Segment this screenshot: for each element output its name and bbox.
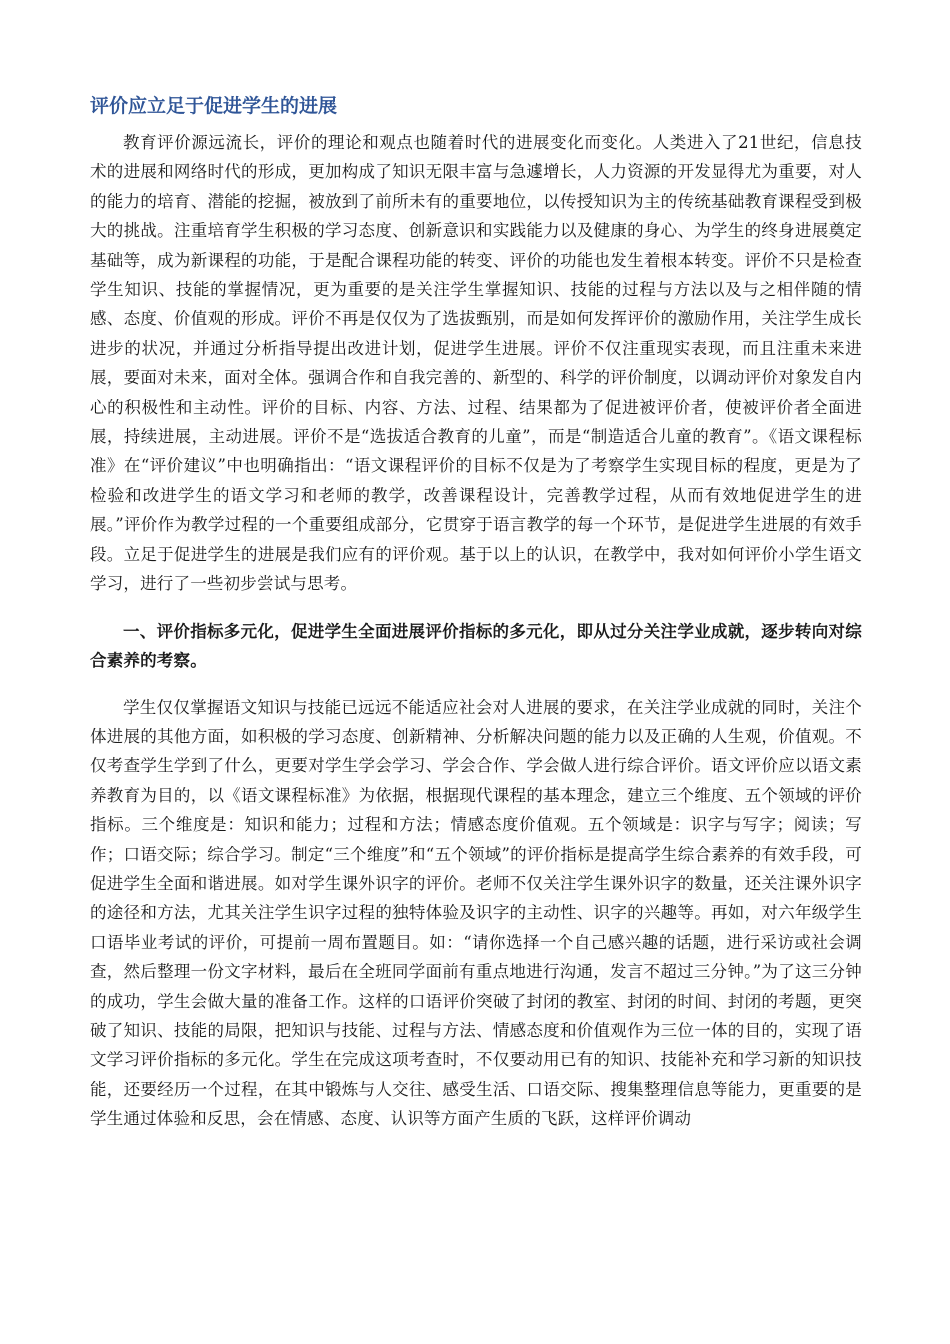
section-1-heading: 一、评价指标多元化，促进学生全面进展评价指标的多元化，即从过分关注学业成就，逐步转向对综合素养的考察。 (90, 621, 862, 670)
section-1-paragraph: 学生仅仅掌握语文知识与技能已远远不能适应社会对人进展的要求，在关注学业成就的同时，关注个体进展的其他方面，如积极的学习态度、创新精神、分析解决问题的能力以及正确的人生观，价值观。不仅考查学生学到了什么，更要对学生学会学习、学会合作、学会做人进行综合评价。语文评价应以语文素养教育为目的，以《语文课程标准》为依据，根据现代课程的基本理念，建立三个维度、五个领域的评价指标。三个维度是：知识和能力；过程和方法；情感态度价值观。五个领域是：识字与写字；阅读；写作；口语交际；综合学习。制定“三个维度”和“五个领域”的评价指标是提高学生综合素养的有效手段，可促进学生全面和谐进展。如对学生课外识字的评价。老师不仅关注学生课外识字的数量，还关注课外识字的途径和方法，尤其关注学生识字过程的独特体验及识字的主动性、识字的兴趣等。再如，对六年级学生口语毕业考试的评价，可提前一周布置题目。如：“请你选择一个自己感兴趣的话题，进行采访或社会调查，然后整理一份文字材料，最后在全班同学面前有重点地进行沟通，发言不超过三分钟。”为了这三分钟的成功，学生会做大量的准备工作。这样的口语评价突破了封闭的教室、封闭的时间、封闭的考题，更突破了知识、技能的局限，把知识与技能、过程与方法、情感态度和价值观作为三位一体的目的，实现了语文学习评价指标的多元化。学生在完成这项考查时，不仅要动用已有的知识、技能补充和学习新的知识技能，还要经历一个过程，在其中锻炼与人交往、感受生活、口语交际、搜集整理信息等能力，更重要的是学生通过体验和反思，会在情感、态度、认识等方面产生质的飞跃，这样评价调动 (90, 697, 862, 1129)
document-title: 评价应立足于促进学生的进展 (90, 95, 338, 117)
intro-paragraph: 教育评价源远流长，评价的理论和观点也随着时代的进展变化而变化。人类进入了21世纪，信息技术的进展和网络时代的形成，更加构成了知识无限丰富与急遽增长，人力资源的开发显得尤为重要，对人的能力的培育、潜能的挖掘，被放到了前所未有的重要地位，以传授知识为主的传统基础教育课程受到极大的挑战。注重培育学生积极的学习态度、创新意识和实践能力以及健康的身心、为学生的终身进展奠定基础等，成为新课程的功能，于是配合课程功能的转变、评价的功能也发生着根本转变。评价不只是检查学生知识、技能的掌握情况，更为重要的是关注学生掌握知识、技能的过程与方法以及与之相伴随的情感、态度、价值观的形成。评价不再是仅仅为了选拔甄别，而是如何发挥评价的激励作用，关注学生成长进步的状况，并通过分析指导提出改进计划，促进学生进展。评价不仅注重现实表现，而且注重未来进展，要面对未来，面对全体。强调合作和自我完善的、新型的、科学的评价制度，以调动评价对象发自内心的积极性和主动性。评价的目标、内容、方法、过程、结果都为了促进被评价者，使被评价者全面进展，持续进展，主动进展。评价不是“选拔适合教育的儿童”，而是“制造适合儿童的教育”。《语文课程标准》在“评价建议”中也明确指出：“语文课程评价的目标不仅是为了考察学生实现目标的程度，更是为了检验和改进学生的语文学习和老师的教学，改善课程设计，完善教学过程，从而有效地促进学生的进展。”评价作为教学过程的一个重要组成部分，它贯穿于语言教学的每一个环节，是促进学生进展的有效手段。立足于促进学生的进展是我们应有的评价观。基于以上的认识，在教学中，我对如何评价小学生语文学习，进行了一些初步尝试与思考。 (90, 133, 862, 594)
document-page (90, 92, 862, 1134)
